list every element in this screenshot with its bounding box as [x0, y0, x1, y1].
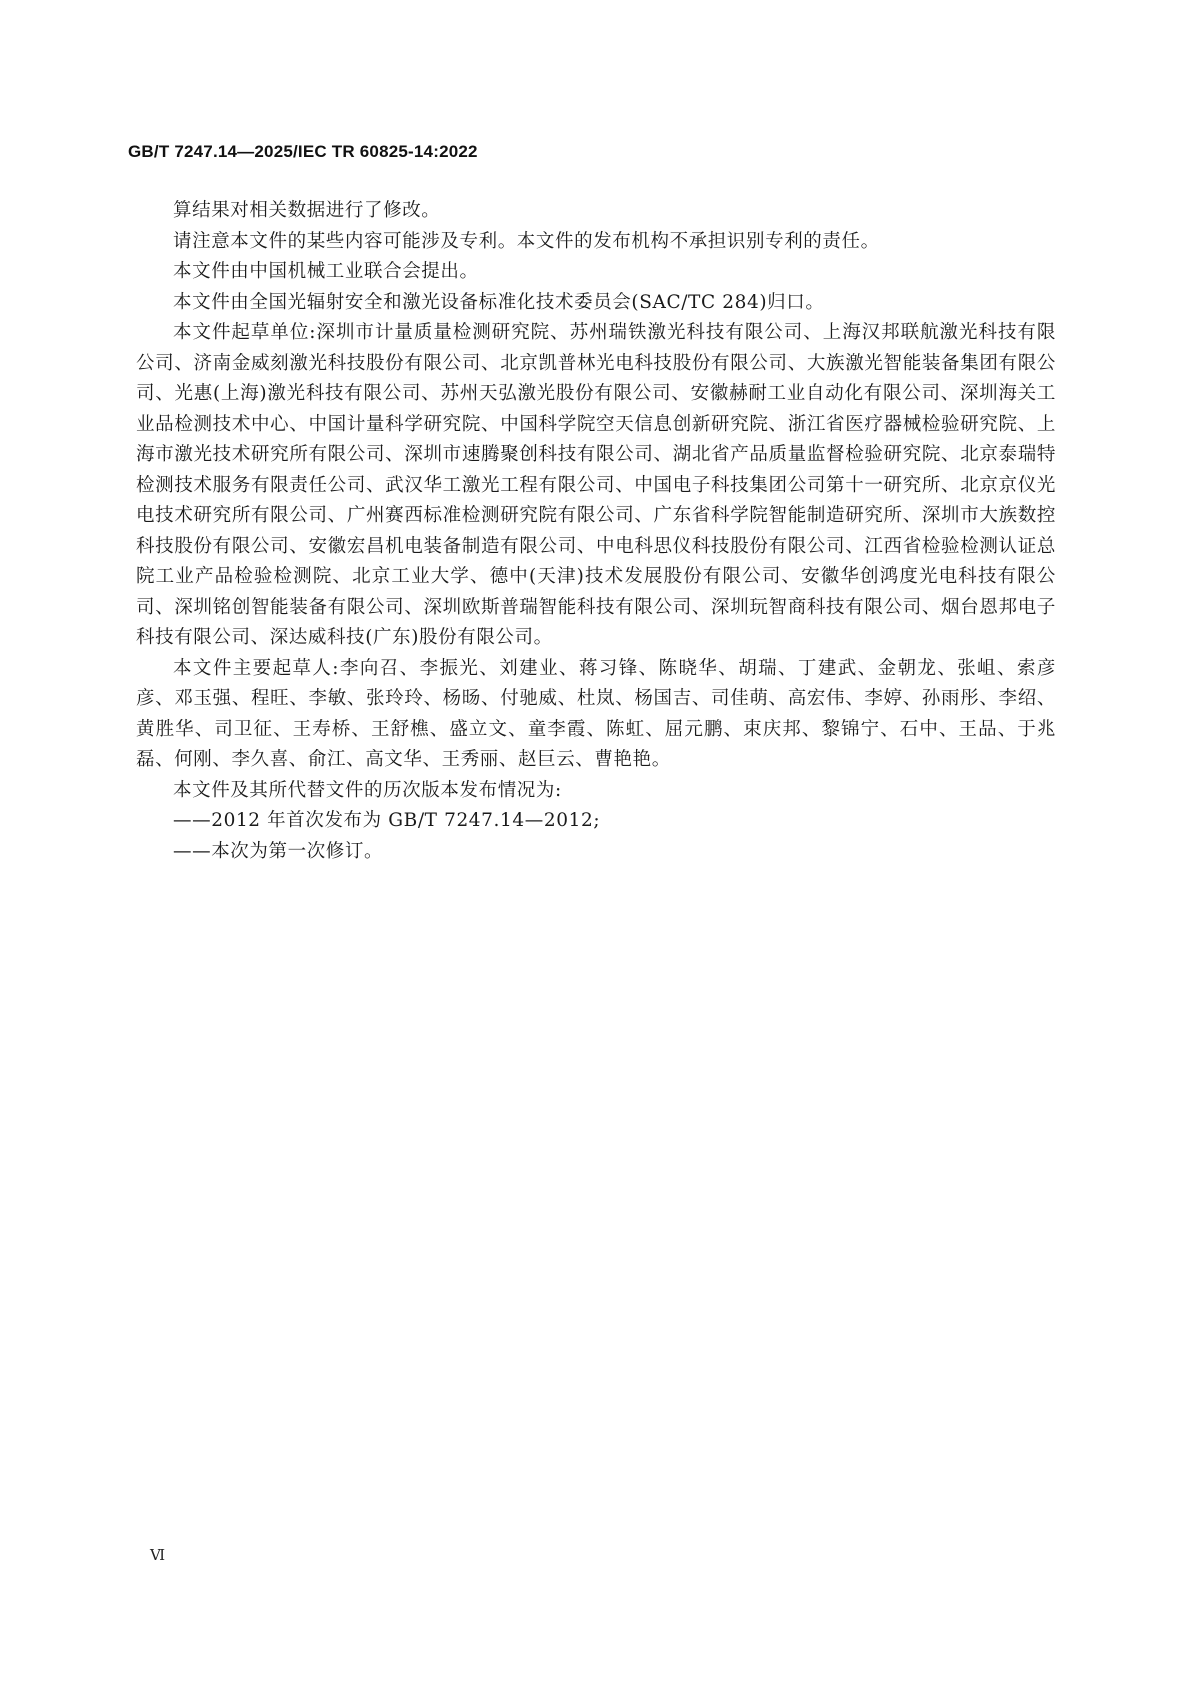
history-item-first-revision: ——本次为第一次修订。	[173, 840, 384, 862]
paragraph-patent-notice: 请注意本文件的某些内容可能涉及专利。本文件的发布机构不承担识别专利的责任。	[173, 230, 880, 252]
paragraph-proposed-by: 本文件由中国机械工业联合会提出。	[173, 261, 479, 282]
standard-number-header: GB/T 7247.14—2025/IEC TR 60825-14:2022	[128, 142, 478, 161]
paragraph-drafting-units: 本文件起草单位:深圳市计量质量检测研究院、苏州瑞铁激光科技有限公司、上海汉邦联航激光科技有限公司、济南金威刻激光科技股份有限公司、北京凯普林光电科技股份有限公司、大族激光智能装备集团有限公司、光惠(上海)激光科技有限公司、苏州天弘激光股份有限公司、安徽赫耐工业自动化有限公司、深圳海关工业品检测技术中心、中国计量科学研究院、中国科学院空天信息创新研究院、浙江省医疗器械检验研究院、上海市激光技术研究所有限公司、深圳市速腾聚创科技有限公司、湖北省产品质量监督检验研究院、北京泰瑞特检测技术服务有限责任公司、武汉华工激光工程有限公司、中国电子科技集团公司第十一研究所、北京京仪光电技术研究所有限公司、广州赛西标准检测研究院有限公司、广东省科学院智能制造研究所、深圳市大族数控科技股份有限公司、安徽宏昌机电装备制造有限公司、中电科思仪科技股份有限公司、江西省检验检测认证总院工业产品检验检测院、北京工业大学、德中(天津)技术发展股份有限公司、安徽华创鸿度光电科技有限公司、深圳铭创智能装备有限公司、深圳欧斯普瑞智能科技有限公司、深圳玩智商科技有限公司、烟台恩邦电子科技有限公司、深达威科技(广东)股份有限公司。	[136, 322, 1056, 648]
paragraph-under-jurisdiction: 本文件由全国光辐射安全和激光设备标准化技术委员会(SAC/TC 284)归口。	[173, 291, 825, 313]
document-body	[136, 196, 1056, 867]
paragraph-main-drafters: 本文件主要起草人:李向召、李振光、刘建业、蒋习锋、陈晓华、胡瑞、丁建武、金朝龙、张岨、索彦彦、邓玉强、程旺、李敏、张玲玲、杨旸、付驰威、杜岚、杨国吉、司佳萌、高宏伟、李婷、孙雨彤、李绍、黄胜华、司卫征、王寿桥、王舒樵、盛立文、童李霞、陈虹、屈元鹏、束庆邦、黎锦宁、石中、王品、于兆磊、何刚、李久喜、俞江、高文华、王秀丽、赵巨云、曹艳艳。	[136, 657, 1056, 770]
paragraph-version-history-intro: 本文件及其所代替文件的历次版本发布情况为:	[173, 779, 562, 801]
paragraph-continuation: 算结果对相关数据进行了修改。	[173, 200, 441, 221]
history-item-first-release: ——2012 年首次发布为 GB/T 7247.14—2012;	[173, 810, 601, 831]
page-number: Ⅵ	[150, 1546, 166, 1564]
